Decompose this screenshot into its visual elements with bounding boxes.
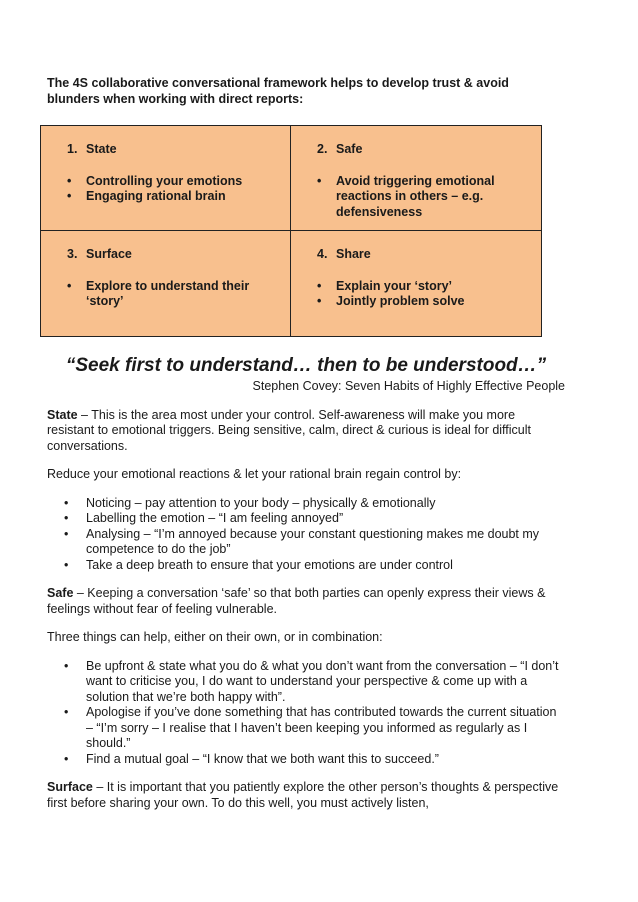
- bullet-icon: •: [64, 658, 69, 673]
- bullet-icon: •: [317, 278, 322, 293]
- intro-heading: The 4S collaborative conversational framework helps to develop trust & avoid blunders when working with direct reports:: [47, 76, 509, 106]
- framework-grid: [40, 125, 542, 337]
- grid-cell-surface: [41, 231, 291, 336]
- list-item: • Take a deep breath to ensure that your emotions are under control: [64, 557, 453, 572]
- list-item: • Analysing – “I’m annoyed because your constant questioning makes me doubt my competence to do the job”: [64, 526, 540, 556]
- cell-bullet: • Explain your ‘story’: [317, 278, 453, 293]
- three-list: [47, 659, 565, 768]
- bullet-icon: •: [64, 705, 69, 719]
- bullet-icon: •: [64, 495, 69, 510]
- bullet-icon: •: [64, 526, 69, 541]
- surface-label: Surface: [47, 780, 93, 794]
- bullet-icon: •: [67, 189, 72, 203]
- cell-number: 2.: [317, 142, 328, 156]
- cell-title: Surface: [86, 247, 132, 261]
- document-page: [47, 76, 565, 824]
- bullet-icon: •: [317, 173, 322, 188]
- bullet-icon: •: [64, 557, 69, 572]
- grid-cell-share: [291, 231, 541, 336]
- safe-label: Safe: [47, 586, 74, 600]
- bullet-icon: •: [67, 278, 72, 293]
- grid-cell-state: [41, 126, 291, 231]
- state-paragraph: State – This is the area most under your control. Self-awareness will make you more resistant to emotional triggers. Being sensitive, calm, direct & curious is ideal for difficult conversations.: [47, 407, 532, 453]
- list-item: • Apologise if you’ve done something that has contributed towards the current situation – “I’m sorry – I realise that I haven’t been keeping you informed as regularly as I should.”: [64, 705, 557, 750]
- bullet-icon: •: [317, 294, 322, 308]
- cell-number: 4.: [317, 247, 328, 261]
- bullet-icon: •: [67, 173, 72, 188]
- list-item: • Noticing – pay attention to your body – physically & emotionally: [64, 495, 436, 510]
- bullet-icon: •: [64, 511, 69, 525]
- cell-bullet: • Avoid triggering emotional reactions in others – e.g. defensiveness: [317, 173, 495, 219]
- state-label: State: [47, 407, 78, 422]
- cell-title: Safe: [336, 142, 363, 156]
- surface-paragraph: Surface – It is important that you patiently explore the other person’s thoughts & perspective first before sharing your own. To do this well, you must actively listen,: [47, 780, 559, 810]
- cell-title: Share: [336, 247, 371, 261]
- covey-quote: “Seek first to understand… then to be understood…”: [65, 355, 547, 376]
- grid-cell-safe: [291, 126, 541, 231]
- reduce-intro: Reduce your emotional reactions & let your rational brain regain control by:: [47, 467, 462, 481]
- list-item: • Find a mutual goal – “I know that we both want this to succeed.”: [64, 751, 439, 766]
- cell-number: 3.: [67, 247, 78, 261]
- bullet-icon: •: [64, 751, 69, 766]
- cell-bullet: • Controlling your emotions: [67, 173, 243, 188]
- three-intro: Three things can help, either on their own, or in combination:: [47, 630, 383, 644]
- quote-attribution: Stephen Covey: Seven Habits of Highly Effective People: [252, 379, 565, 393]
- cell-bullet: • Engaging rational brain: [67, 189, 226, 203]
- cell-title: State: [86, 142, 117, 156]
- cell-number: 1.: [67, 142, 78, 156]
- cell-bullet: • Jointly problem solve: [317, 294, 465, 308]
- safe-paragraph: Safe – Keeping a conversation ‘safe’ so that both parties can openly express their views & feelings without fear of feeling vulnerable.: [47, 586, 546, 616]
- cell-bullet: • Explore to understand their ‘story’: [67, 278, 250, 308]
- list-item: • Labelling the emotion – “I am feeling annoyed”: [64, 511, 344, 525]
- list-item: • Be upfront & state what you do & what you don’t want from the conversation – “I don’t want to criticise you, I do want to understand your perspective & come up with a solution that we’re both happy with”.: [64, 658, 559, 704]
- reduce-list: [47, 496, 565, 574]
